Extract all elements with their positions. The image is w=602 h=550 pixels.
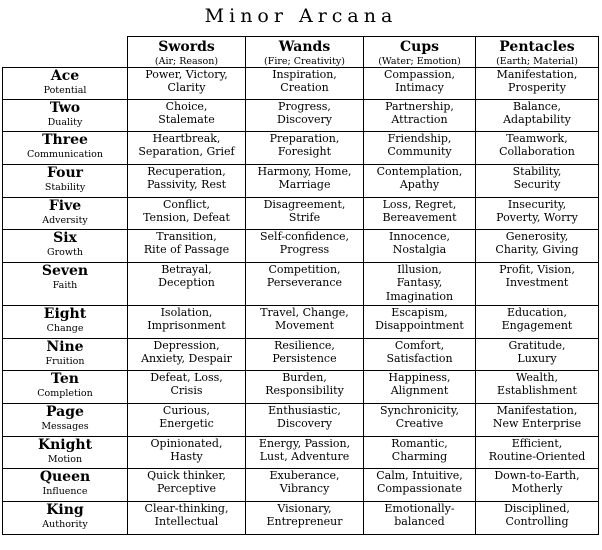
- keyword-cell: [364, 306, 476, 339]
- keyword-line: Passivity, Rest: [146, 178, 227, 192]
- keyword-line: Attraction: [391, 113, 448, 127]
- keyword-line: Progress,: [278, 100, 331, 113]
- keyword-line: Investment: [505, 276, 569, 290]
- keyword-line: Escapism,: [391, 306, 448, 319]
- keyword-line: Disciplined,: [504, 502, 570, 515]
- keyword-line: Innocence,: [388, 230, 451, 243]
- rank-name: Knight: [37, 437, 93, 453]
- keyword-cell: [364, 100, 476, 132]
- rank-header: [3, 132, 128, 165]
- keyword-line: Competition,: [268, 263, 341, 276]
- keyword-line: Choice,: [165, 100, 208, 113]
- keyword-cell: [246, 371, 364, 404]
- keyword-line: Controlling: [505, 515, 569, 529]
- keyword-line: Strife: [288, 211, 321, 225]
- keyword-cell: [128, 132, 246, 165]
- keyword-line: New Enterprise: [492, 417, 582, 431]
- suit-header-cups: [364, 37, 476, 68]
- keyword-cell: [476, 371, 599, 404]
- rank-meaning: Potential: [43, 85, 87, 96]
- keyword-line: Persistence: [272, 352, 337, 366]
- rank-name: Four: [46, 165, 84, 181]
- keyword-line: Entrepreneur: [266, 515, 343, 529]
- keyword-cell: [364, 165, 476, 198]
- keyword-cell: [246, 502, 364, 535]
- keyword-cell: [364, 404, 476, 437]
- keyword-line: Efficient,: [511, 437, 563, 450]
- keyword-line: Apathy: [399, 178, 440, 192]
- keyword-line: Perceptive: [156, 482, 217, 496]
- keyword-line: Heartbreak,: [152, 132, 221, 145]
- rank-meaning: Faith: [52, 280, 78, 291]
- keyword-line: Motherly: [511, 482, 563, 496]
- keyword-cell: [364, 469, 476, 502]
- keyword-line: Collaboration: [499, 145, 575, 159]
- keyword-cell: [246, 230, 364, 263]
- rank-meaning: Communication: [27, 149, 103, 160]
- keyword-line: Illusion,: [397, 263, 442, 276]
- keyword-line: Imagination: [385, 289, 454, 303]
- rank-row-three: [3, 132, 599, 165]
- keyword-cell: [476, 198, 599, 230]
- rank-meaning: Completion: [37, 388, 93, 399]
- keyword-line: Deception: [158, 276, 215, 290]
- keyword-cell: [476, 100, 599, 132]
- keyword-cell: [128, 165, 246, 198]
- keyword-line: Gratitude,: [508, 339, 566, 352]
- keyword-cell: [364, 68, 476, 100]
- rank-row-ace: [3, 68, 599, 100]
- keyword-line: Poverty, Worry: [496, 211, 578, 225]
- minor-arcana-table: [2, 36, 599, 535]
- suit-element: (Earth; Material): [496, 56, 578, 67]
- rank-row-five: [3, 198, 599, 230]
- keyword-line: Romantic,: [391, 437, 448, 450]
- rank-name: Ace: [50, 68, 80, 84]
- rank-row-two: [3, 100, 599, 132]
- rank-meaning: Motion: [47, 454, 83, 465]
- suit-element: (Fire; Creativity): [264, 56, 345, 67]
- page-title: Minor Arcana: [204, 5, 398, 27]
- rank-name: Page: [46, 404, 84, 420]
- keyword-line: Charity, Giving: [495, 243, 579, 257]
- keyword-line: Emotionally-: [384, 502, 455, 515]
- rank-row-page: [3, 404, 599, 437]
- keyword-cell: [128, 68, 246, 100]
- rank-meaning: Change: [46, 323, 84, 334]
- keyword-line: Intellectual: [154, 515, 219, 529]
- keyword-line: Nostalgia: [392, 243, 447, 257]
- rank-meaning: Fruition: [45, 356, 85, 367]
- suit-name: Swords: [158, 39, 215, 55]
- keyword-line: Perseverance: [266, 276, 343, 290]
- keyword-line: Comfort,: [394, 339, 445, 352]
- rank-row-seven: [3, 263, 599, 306]
- keyword-line: Partnership,: [385, 100, 454, 113]
- rank-header: [3, 165, 128, 198]
- keyword-line: Discovery: [277, 417, 332, 431]
- keyword-line: Preparation,: [269, 132, 340, 145]
- keyword-cell: [246, 165, 364, 198]
- keyword-cell: [128, 100, 246, 132]
- keyword-line: Bereavement: [382, 211, 457, 225]
- keyword-line: Enthusiastic,: [268, 404, 341, 417]
- keyword-cell: [246, 469, 364, 502]
- keyword-line: Satisfaction: [386, 352, 453, 366]
- keyword-line: Charming: [391, 450, 448, 464]
- suit-element: (Air; Reason): [154, 56, 219, 67]
- rank-header: [3, 339, 128, 371]
- rank-name: Three: [42, 132, 88, 148]
- rank-name: Eight: [43, 306, 87, 322]
- keyword-cell: [364, 230, 476, 263]
- rank-header: [3, 100, 128, 132]
- keyword-cell: [128, 230, 246, 263]
- keyword-cell: [246, 263, 364, 306]
- keyword-cell: [476, 339, 599, 371]
- keyword-cell: [128, 469, 246, 502]
- keyword-line: Harmony, Home,: [257, 165, 352, 178]
- header-row: [3, 37, 599, 68]
- keyword-cell: [128, 198, 246, 230]
- keyword-line: Rite of Passage: [143, 243, 230, 257]
- keyword-line: Clarity: [167, 81, 206, 95]
- rank-meaning: Stability: [44, 182, 86, 193]
- keyword-line: Security: [513, 178, 561, 192]
- suit-header-pentacles: [476, 37, 599, 68]
- keyword-line: Loss, Regret,: [382, 198, 457, 211]
- keyword-line: Stability,: [512, 165, 562, 178]
- keyword-line: Recuperation,: [147, 165, 226, 178]
- keyword-line: Adaptability: [503, 113, 571, 127]
- keyword-cell: [246, 68, 364, 100]
- keyword-line: Tension, Defeat: [143, 211, 230, 225]
- keyword-line: Balance,: [513, 100, 561, 113]
- rank-header: [3, 198, 128, 230]
- keyword-cell: [476, 404, 599, 437]
- rank-row-queen: [3, 469, 599, 502]
- keyword-line: Contemplation,: [376, 165, 463, 178]
- keyword-line: Intimacy: [395, 81, 444, 95]
- keyword-line: Stalemate: [158, 113, 215, 127]
- keyword-line: Vibrancy: [279, 482, 330, 496]
- keyword-cell: [128, 371, 246, 404]
- keyword-cell: [364, 339, 476, 371]
- rank-row-knight: [3, 437, 599, 469]
- keyword-line: Quick thinker,: [147, 469, 226, 482]
- keyword-line: Travel, Change,: [260, 306, 349, 319]
- keyword-cell: [476, 68, 599, 100]
- keyword-line: Engagement: [501, 319, 573, 333]
- keyword-cell: [128, 306, 246, 339]
- rank-row-six: [3, 230, 599, 263]
- rank-row-king: [3, 502, 599, 535]
- keyword-cell: [476, 132, 599, 165]
- keyword-cell: [364, 263, 476, 306]
- keyword-line: Creation: [280, 81, 329, 95]
- keyword-line: Betrayal,: [161, 263, 212, 276]
- keyword-cell: [128, 437, 246, 469]
- rank-header: [3, 263, 128, 306]
- keyword-cell: [128, 339, 246, 371]
- rank-header: [3, 404, 128, 437]
- rank-meaning: Authority: [42, 519, 88, 530]
- keyword-cell: [364, 502, 476, 535]
- suit-name: Cups: [400, 39, 439, 55]
- keyword-line: Discovery: [277, 113, 332, 127]
- keyword-line: Resilience,: [274, 339, 335, 352]
- keyword-line: Prosperity: [508, 81, 566, 95]
- keyword-line: Generosity,: [505, 230, 569, 243]
- keyword-cell: [246, 339, 364, 371]
- rank-header: [3, 437, 128, 469]
- keyword-cell: [476, 263, 599, 306]
- keyword-line: Lust, Adventure: [259, 450, 350, 464]
- keyword-line: balanced: [394, 515, 445, 529]
- keyword-line: Compassion,: [383, 68, 456, 81]
- keyword-line: Education,: [506, 306, 568, 319]
- rank-header: [3, 306, 128, 339]
- rank-name: Six: [53, 230, 77, 246]
- keyword-line: Opinionated,: [150, 437, 223, 450]
- keyword-line: Manifestation,: [496, 404, 578, 417]
- keyword-cell: [246, 306, 364, 339]
- keyword-cell: [476, 230, 599, 263]
- keyword-line: Responsibility: [265, 384, 344, 398]
- keyword-line: Alignment: [390, 384, 449, 398]
- keyword-cell: [128, 404, 246, 437]
- keyword-line: Inspiration,: [272, 68, 337, 81]
- keyword-line: Profit, Vision,: [499, 263, 575, 276]
- keyword-line: Power, Victory,: [145, 68, 228, 81]
- keyword-cell: [364, 437, 476, 469]
- keyword-line: Marriage: [278, 178, 331, 192]
- keyword-cell: [246, 198, 364, 230]
- keyword-cell: [476, 502, 599, 535]
- keyword-line: Progress: [279, 243, 330, 257]
- keyword-line: Disappointment: [375, 319, 464, 333]
- keyword-cell: [476, 165, 599, 198]
- keyword-line: Imprisonment: [147, 319, 226, 333]
- keyword-cell: [246, 132, 364, 165]
- suit-header-wands: [246, 37, 364, 68]
- keyword-line: Luxury: [517, 352, 557, 366]
- keyword-cell: [128, 502, 246, 535]
- rank-name: Seven: [41, 263, 89, 279]
- keyword-cell: [246, 437, 364, 469]
- keyword-line: Compassionate: [376, 482, 463, 496]
- keyword-cell: [246, 404, 364, 437]
- rank-name: King: [46, 502, 84, 518]
- keyword-line: Happiness,: [388, 371, 451, 384]
- keyword-line: Disagreement,: [263, 198, 346, 211]
- keyword-line: Fantasy,: [396, 276, 443, 290]
- keyword-cell: [476, 437, 599, 469]
- suit-header-swords: [128, 37, 246, 68]
- keyword-cell: [364, 371, 476, 404]
- keyword-cell: [128, 263, 246, 306]
- rank-meaning: Duality: [47, 117, 83, 128]
- rank-header: [3, 371, 128, 404]
- keyword-line: Calm, Intuitive,: [376, 469, 463, 482]
- suit-name: Wands: [278, 39, 331, 55]
- rank-header: [3, 469, 128, 502]
- rank-header: [3, 230, 128, 263]
- keyword-line: Anxiety, Despair: [141, 352, 232, 366]
- keyword-line: Curious,: [162, 404, 211, 417]
- keyword-cell: [476, 469, 599, 502]
- rank-name: Ten: [51, 371, 79, 387]
- keyword-line: Energy, Passion,: [258, 437, 351, 450]
- keyword-cell: [246, 100, 364, 132]
- suit-name: Pentacles: [499, 39, 575, 55]
- keyword-line: Separation, Grief: [138, 145, 235, 159]
- keyword-line: Insecurity,: [507, 198, 567, 211]
- rank-header: [3, 68, 128, 100]
- rank-row-nine: [3, 339, 599, 371]
- keyword-line: Self-confidence,: [260, 230, 349, 243]
- rank-name: Two: [49, 100, 81, 116]
- keyword-line: Transition,: [156, 230, 217, 243]
- keyword-line: Teamwork,: [506, 132, 568, 145]
- rank-row-eight: [3, 306, 599, 339]
- keyword-line: Defeat, Loss,: [150, 371, 223, 384]
- rank-name: Queen: [39, 469, 91, 485]
- rank-meaning: Growth: [47, 247, 83, 258]
- rank-row-ten: [3, 371, 599, 404]
- keyword-line: Establishment: [497, 384, 577, 398]
- keyword-line: Wealth,: [516, 371, 558, 384]
- rank-meaning: Adversity: [42, 215, 88, 226]
- rank-meaning: Influence: [42, 486, 88, 497]
- keyword-line: Creative: [395, 417, 444, 431]
- keyword-line: Burden,: [282, 371, 327, 384]
- keyword-line: Community: [387, 145, 452, 159]
- keyword-line: Down-to-Earth,: [494, 469, 580, 482]
- keyword-line: Visionary,: [277, 502, 332, 515]
- keyword-line: Exuberance,: [269, 469, 340, 482]
- keyword-line: Depression,: [153, 339, 220, 352]
- rank-row-four: [3, 165, 599, 198]
- keyword-cell: [364, 132, 476, 165]
- rank-name: Nine: [46, 339, 84, 355]
- rank-header: [3, 502, 128, 535]
- keyword-line: Friendship,: [387, 132, 452, 145]
- keyword-line: Hasty: [170, 450, 203, 464]
- keyword-cell: [364, 198, 476, 230]
- keyword-line: Energetic: [159, 417, 214, 431]
- suit-element: (Water; Emotion): [378, 56, 461, 67]
- keyword-line: Manifestation,: [496, 68, 578, 81]
- keyword-line: Conflict,: [162, 198, 211, 211]
- keyword-line: Isolation,: [160, 306, 213, 319]
- corner-cell: [3, 37, 128, 68]
- keyword-line: Movement: [274, 319, 335, 333]
- keyword-line: Clear-thinking,: [144, 502, 229, 515]
- keyword-cell: [476, 306, 599, 339]
- keyword-line: Foresight: [277, 145, 332, 159]
- keyword-line: Crisis: [170, 384, 203, 398]
- keyword-line: Synchronicity,: [380, 404, 459, 417]
- rank-meaning: Messages: [41, 421, 89, 432]
- keyword-line: Routine-Oriented: [488, 450, 586, 464]
- rank-name: Five: [48, 198, 82, 214]
